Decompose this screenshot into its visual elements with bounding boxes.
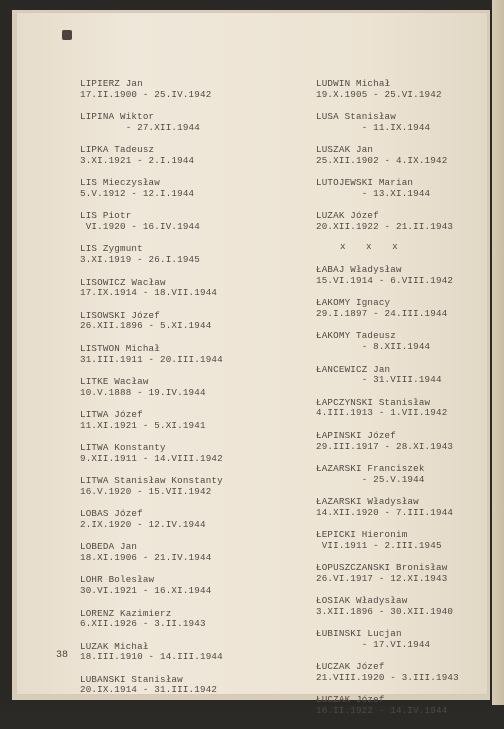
entry-name: LIS Piotr bbox=[80, 210, 132, 222]
entry-name: LITWA Konstanty bbox=[80, 442, 166, 454]
entry-name: ŁAZARSKI Franciszek bbox=[316, 462, 425, 474]
list-item bbox=[80, 609, 266, 631]
entry-dates: 4.III.1913 - 1.VII.1942 bbox=[316, 407, 448, 419]
entry-dates: 29.I.1897 - 24.III.1944 bbox=[316, 308, 448, 320]
entry-name: ŁEPICKI Hieronim bbox=[316, 529, 408, 541]
entry-dates: 6.XII.1926 - 3.II.1943 bbox=[80, 618, 206, 630]
entry-dates: 20.XII.1922 - 21.II.1943 bbox=[316, 221, 454, 233]
entry-name: LISTWON Michał bbox=[80, 342, 160, 354]
entry-dates: 30.VI.1921 - 16.XI.1944 bbox=[80, 585, 212, 597]
list-item bbox=[80, 178, 266, 200]
entry-dates: 3.XI.1921 - 2.I.1944 bbox=[80, 154, 195, 166]
entry-dates: 15.VI.1914 - 6.VIII.1942 bbox=[316, 275, 454, 287]
entry-name: LUSZAK Jan bbox=[316, 144, 374, 156]
list-item bbox=[316, 178, 502, 200]
list-item bbox=[80, 642, 266, 664]
list-item bbox=[316, 79, 502, 101]
list-item bbox=[80, 211, 266, 233]
page-number: 38 bbox=[56, 650, 69, 661]
entry-dates: - 17.VI.1944 bbox=[316, 639, 431, 651]
entry-dates: 18.XI.1906 - 21.IV.1944 bbox=[80, 552, 212, 564]
list-item bbox=[80, 344, 266, 366]
entry-dates: 2.IX.1920 - 12.IV.1944 bbox=[80, 519, 206, 531]
list-item bbox=[80, 575, 266, 597]
list-item bbox=[80, 509, 266, 531]
entry-name: LISOWSKI Józef bbox=[80, 309, 160, 321]
entry-dates: 26.VI.1917 - 12.XI.1943 bbox=[316, 572, 448, 584]
entry-dates: - 25.V.1944 bbox=[316, 473, 425, 485]
left-column bbox=[80, 79, 266, 708]
entry-dates: - 13.XI.1944 bbox=[316, 188, 431, 200]
right-column bbox=[316, 79, 502, 729]
book-spine bbox=[492, 0, 504, 705]
entry-name: LITKE Wacław bbox=[80, 375, 149, 387]
list-item bbox=[316, 563, 502, 585]
entry-name: LIPINA Wiktor bbox=[80, 111, 155, 123]
list-item bbox=[316, 497, 502, 519]
entry-name: LUBANSKI Stanisław bbox=[80, 673, 183, 685]
list-item bbox=[80, 542, 266, 564]
entry-dates: 21.VIII.1920 - 3.III.1943 bbox=[316, 672, 459, 684]
entry-name: ŁAKOMY Tadeusz bbox=[316, 330, 396, 342]
entry-name: ŁAPINSKI Józef bbox=[316, 429, 396, 441]
book-page bbox=[16, 12, 488, 717]
entry-dates: - 27.XII.1944 bbox=[80, 121, 200, 133]
entry-name: LUZAK Michał bbox=[80, 640, 149, 652]
list-item bbox=[80, 476, 266, 498]
entry-name: ŁAPCZYNSKI Stanisław bbox=[316, 396, 431, 408]
list-item bbox=[316, 331, 502, 353]
section-separator: x x x bbox=[340, 241, 399, 253]
entry-name: LOBEDA Jan bbox=[80, 541, 138, 553]
entry-dates: 29.III.1917 - 28.XI.1943 bbox=[316, 440, 454, 452]
entry-dates: - 11.IX.1944 bbox=[316, 121, 431, 133]
list-item bbox=[80, 278, 266, 300]
entry-dates: - 8.XII.1944 bbox=[316, 341, 431, 353]
entry-dates: - 31.VIII.1944 bbox=[316, 374, 442, 386]
entry-dates: 20.IX.1914 - 31.III.1942 bbox=[80, 684, 218, 696]
list-item bbox=[316, 365, 502, 387]
entry-name: LOHR Bolesław bbox=[80, 574, 155, 586]
list-item bbox=[316, 398, 502, 420]
list-item bbox=[316, 629, 502, 651]
entry-dates: 3.XII.1896 - 30.XII.1940 bbox=[316, 606, 454, 617]
entry-name: LIPIERZ Jan bbox=[80, 78, 143, 89]
entry-name: ŁABAJ Władysław bbox=[316, 264, 402, 276]
entry-dates: 25.XII.1902 - 4.IX.1942 bbox=[316, 154, 448, 166]
list-item bbox=[316, 112, 502, 134]
list-item bbox=[316, 662, 502, 684]
list-item bbox=[316, 530, 502, 552]
list-item bbox=[316, 464, 502, 486]
entry-dates: 3.XI.1919 - 26.I.1945 bbox=[80, 254, 200, 266]
list-item bbox=[80, 311, 266, 333]
list-item bbox=[80, 410, 266, 432]
entry-name: ŁUBINSKI Lucjan bbox=[316, 628, 402, 640]
list-item bbox=[316, 596, 502, 618]
entry-dates: 18.III.1910 - 14.III.1944 bbox=[80, 651, 223, 663]
list-item bbox=[316, 211, 502, 233]
entry-dates: 16.II.1922 - 14.IV.1944 bbox=[316, 705, 448, 717]
list-item bbox=[80, 79, 266, 101]
entry-dates: 17.IX.1914 - 18.VII.1944 bbox=[80, 287, 218, 299]
entry-dates: 26.XII.1896 - 5.XI.1944 bbox=[80, 320, 212, 332]
entry-name: LIS Mieczysław bbox=[80, 177, 160, 189]
entry-dates: 9.XII.1911 - 14.VIII.1942 bbox=[80, 452, 223, 464]
entry-name: LITWA Józef bbox=[80, 408, 143, 420]
entry-dates: 31.III.1911 - 20.III.1944 bbox=[80, 353, 223, 365]
entry-name: LIPKA Tadeusz bbox=[80, 144, 155, 156]
entry-name: LITWA Stanisław Konstanty bbox=[80, 475, 223, 487]
entry-name: LISOWICZ Wacław bbox=[80, 276, 166, 288]
entry-dates: 11.XI.1921 - 5.XI.1941 bbox=[80, 419, 206, 431]
list-item bbox=[80, 675, 266, 697]
list-item bbox=[316, 298, 502, 320]
entry-name: ŁANCEWICZ Jan bbox=[316, 363, 391, 375]
entry-dates: 17.II.1900 - 25.IV.1942 bbox=[80, 88, 212, 100]
entry-name: LUZAK Józef bbox=[316, 210, 379, 222]
entry-dates: 5.V.1912 - 12.I.1944 bbox=[80, 188, 195, 200]
entry-dates: VII.1911 - 2.III.1945 bbox=[316, 539, 442, 551]
entry-dates: 10.V.1888 - 19.IV.1944 bbox=[80, 386, 206, 398]
list-item bbox=[80, 443, 266, 465]
entry-name: ŁAZARSKI Władysław bbox=[316, 495, 419, 507]
entry-name: ŁOSIAK Władysław bbox=[316, 595, 408, 607]
entry-dates: 14.XII.1920 - 7.III.1944 bbox=[316, 506, 454, 518]
list-item bbox=[80, 112, 266, 134]
entry-name: ŁUCZAK Józef bbox=[316, 694, 385, 706]
entry-name: LOBAS Józef bbox=[80, 508, 143, 520]
entry-name: ŁUCZAK Józef bbox=[316, 661, 385, 673]
list-item bbox=[80, 244, 266, 266]
entry-name: ŁAKOMY Ignacy bbox=[316, 297, 391, 309]
entry-name: LUSA Stanisław bbox=[316, 111, 396, 123]
page-mark bbox=[62, 30, 72, 40]
list-item bbox=[316, 695, 502, 717]
entry-name: LIS Zygmunt bbox=[80, 243, 143, 255]
entry-name: LUTOJEWSKI Marian bbox=[316, 177, 414, 189]
list-item bbox=[316, 145, 502, 167]
entry-name: LORENZ Kazimierz bbox=[80, 607, 172, 619]
list-item bbox=[80, 377, 266, 399]
list-item bbox=[80, 145, 266, 167]
entry-name: LUDWIN Michał bbox=[316, 78, 391, 89]
entry-dates: 19.X.1905 - 25.VI.1942 bbox=[316, 88, 442, 100]
list-item bbox=[316, 431, 502, 453]
entry-dates: 16.V.1920 - 15.VII.1942 bbox=[80, 485, 212, 497]
entry-dates: VI.1920 - 16.IV.1944 bbox=[80, 221, 200, 233]
list-item bbox=[316, 265, 502, 287]
entry-name: ŁOPUSZCZANSKI Bronisław bbox=[316, 562, 448, 574]
